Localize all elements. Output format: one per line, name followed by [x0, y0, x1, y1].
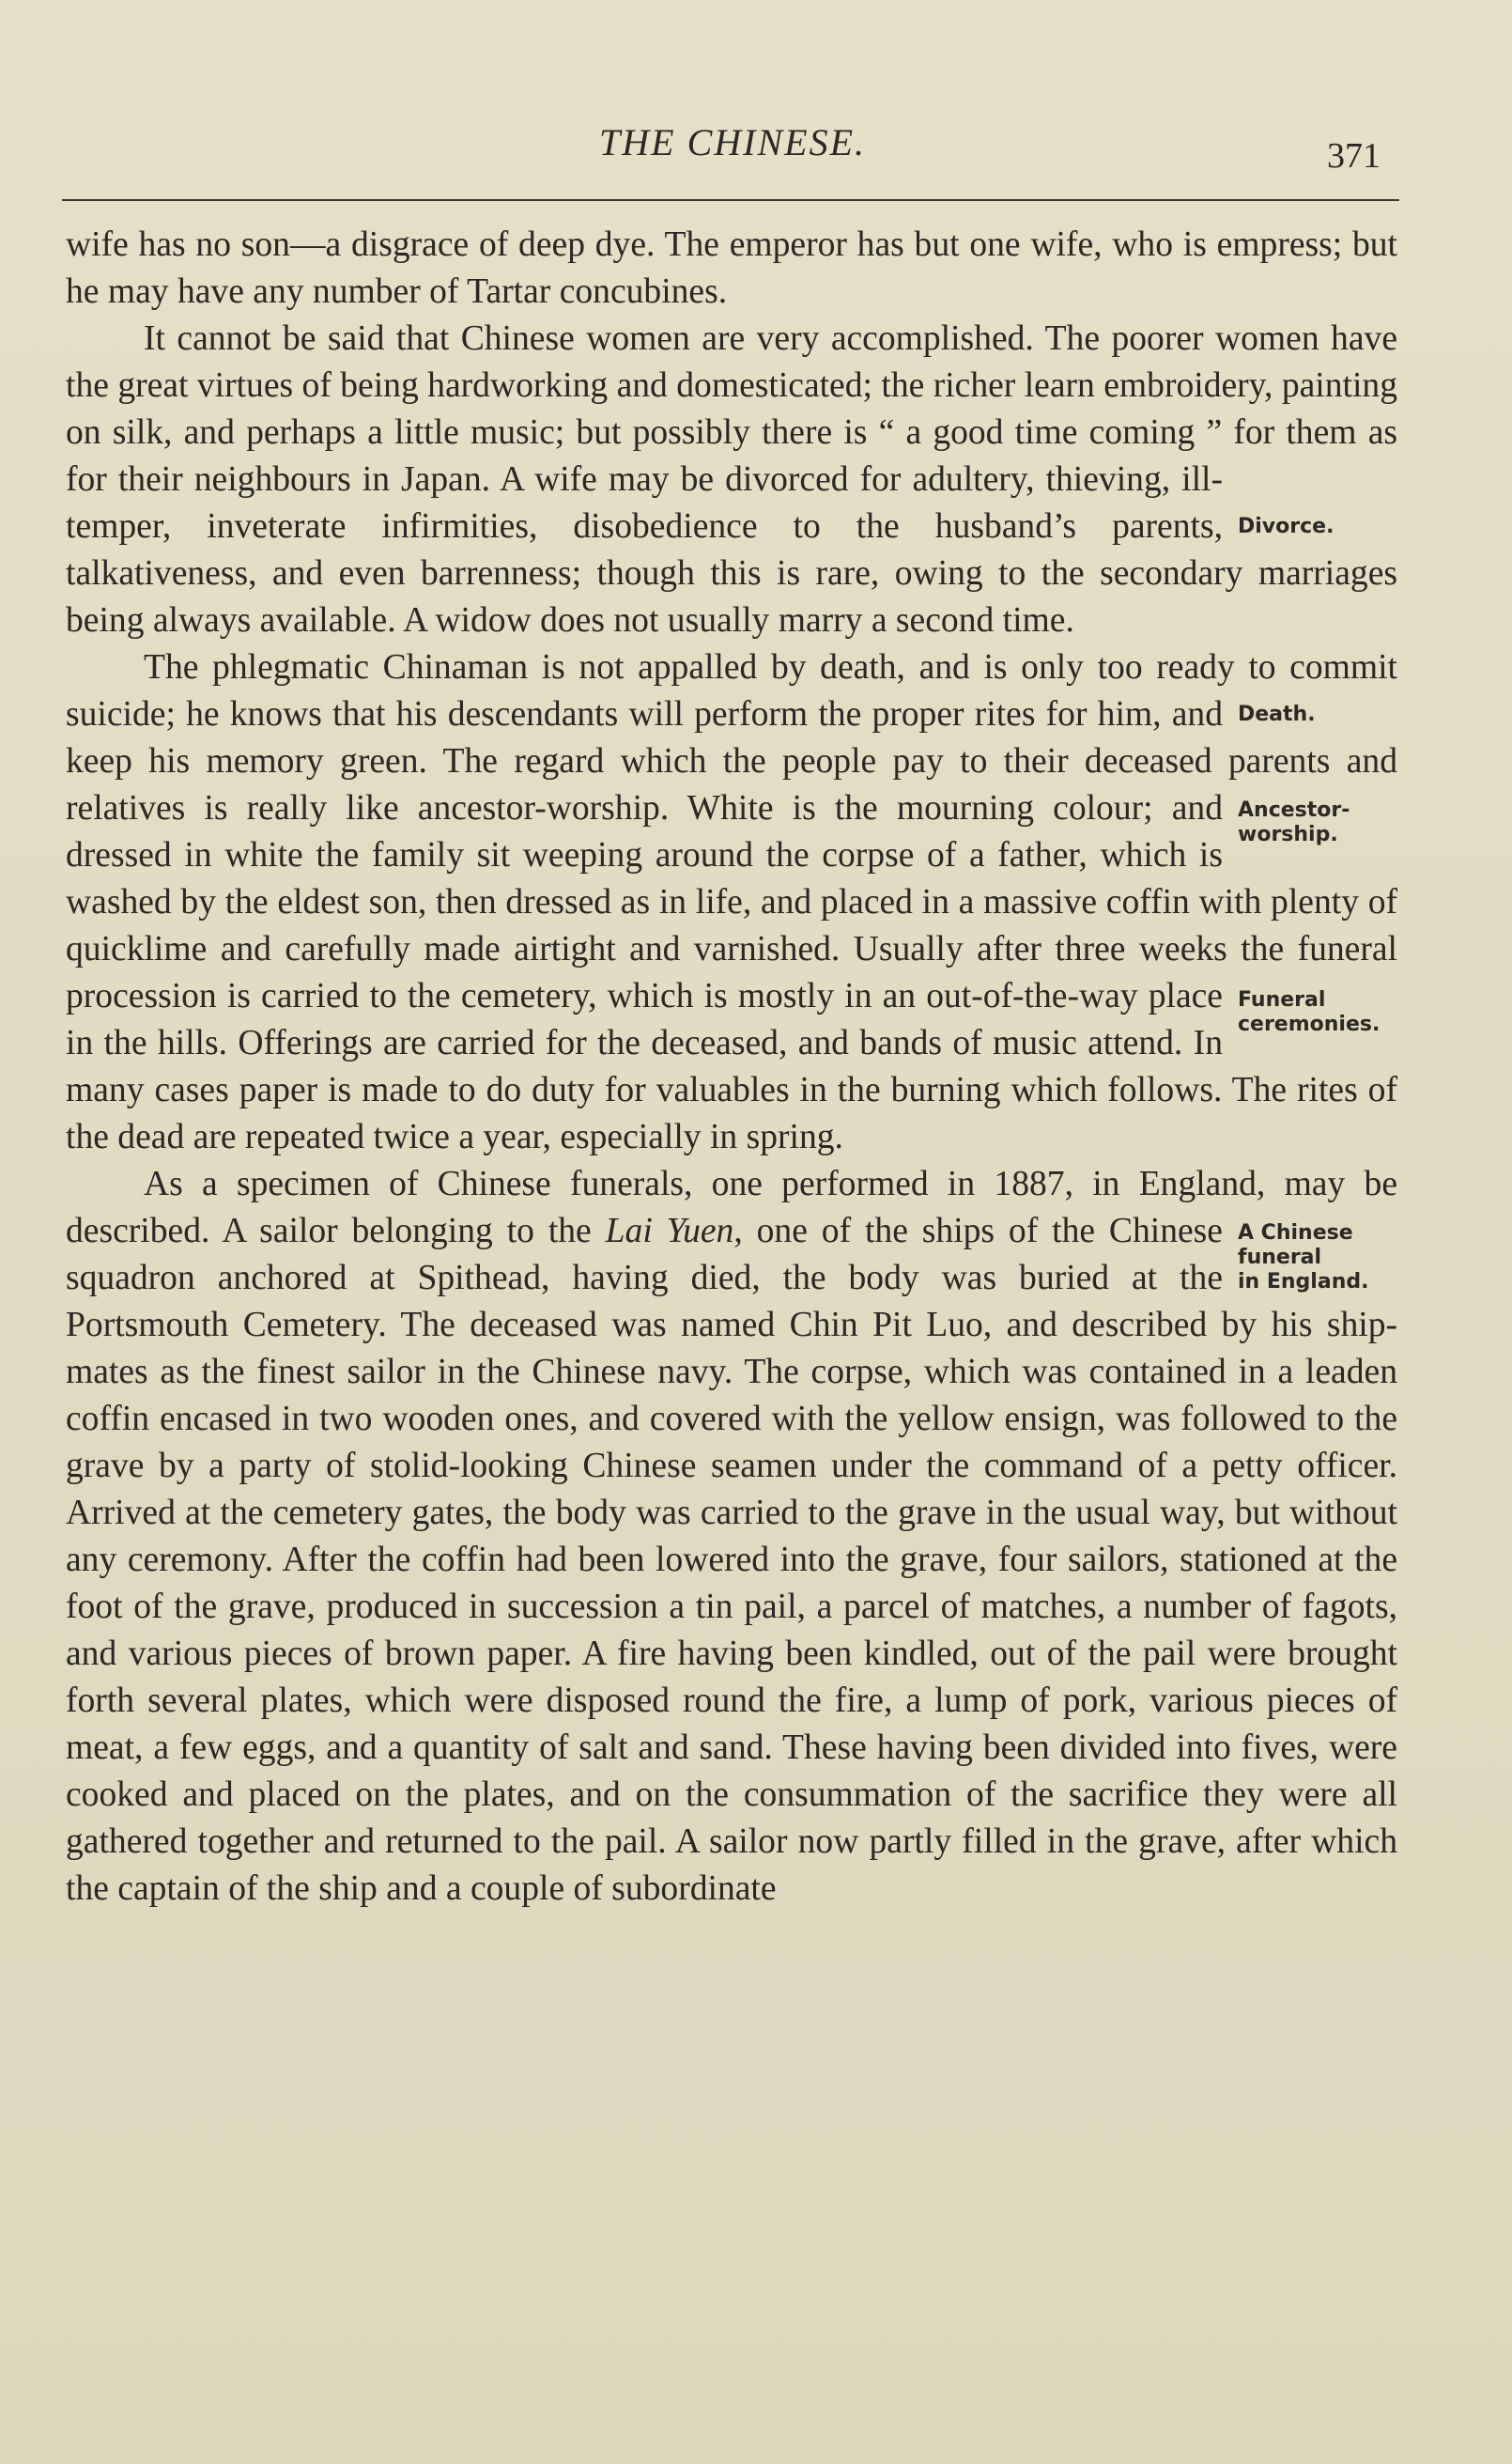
page-header [66, 120, 1399, 177]
paragraph-3 [66, 644, 1397, 1161]
paragraph-text: , one of the [733, 1212, 908, 1250]
sidenote-text: worship. [1238, 823, 1338, 846]
paragraph-text: As a specimen of Chinese funerals, one performed in 1887, in England, may be described. A sailor belonging to the [66, 1165, 1397, 1250]
paragraph-text: relatives is really like ancestor-worship. White is the mourning colour; [66, 789, 1153, 828]
sidenote-text: in England. [1238, 1270, 1369, 1294]
running-title: THE CHINESE. [599, 121, 866, 163]
paragraph-text: in life, and placed in a massive coffin with plenty of quicklime and carefully made airtight and varnished. Usually after three weeks the [66, 883, 1397, 969]
sidenote-text: A Chinese [1238, 1221, 1353, 1245]
paragraph-text: mates as the finest sailor in the Chinese navy. The corpse, which was contained in a leaden coffin encased in two wooden ones, and covered with the yellow ensign, was followed to the grave by a party of stolid-looking Chinese seamen under the command of a petty officer. Arrived at the cemetery gates, the body was carried to the grave in the usual way, but without any ceremony. After the coffin had been lowered into the grave, four sailors, stationed at the foot of the grave, produced in succession a tin pail, a parcel of matches, a number of fagots, and various pieces of brown paper. A fire having been kindled, out of the pail were brought forth several plates, which were disposed round the fire, a lump of pork, various pieces of meat, a few eggs, and a quantity of salt and sand. These having been divided into fives, were cooked and placed on the plates, and on the consummation of the sacrifice they were all gathered together and returned to the pail. A sailor now partly filled in the grave, after which the captain of the ship and a couple of subordinate [66, 1353, 1397, 1908]
paragraph-text: wife has no son—a disgrace of deep dye. The emperor has but one wife, who is empress; but he may have any number of Tartar concubines. [66, 225, 1397, 311]
sidenote-death [1238, 703, 1397, 727]
page-number: 371 [1327, 136, 1381, 176]
paragraph-text: neighbours in Japan. A wife may be divorced for adultery, thieving, ill-temper, inveterate infirmities, disobedience to the husband’s parents, talkativeness, and even barrenness; though this is rare, owing to the secondary marriages being always available. A widow does not usually marry a second time. [66, 460, 1397, 640]
paragraph-text: and dressed in white the family sit weeping around the corpse of a father, which is washed by the eldest son, then dressed as [66, 789, 1223, 922]
paragraph-text: The phlegmatic Chinaman is not appalled by death, and is only too ready to commit suicide; he knows that his descendants will perform [66, 648, 1397, 734]
paragraph-2 [66, 316, 1397, 644]
sidenote-text: funeral [1238, 1246, 1322, 1269]
paragraph-1 [66, 222, 1397, 316]
paragraph-text: It cannot be said that Chinese women are very accomplished. The poorer women have the great virtues of being hardworking and domesticated; the richer learn embroidery, painting on silk, and perhaps a little music; but possibly there is “ a good time coming ” for them as for their [66, 319, 1397, 499]
sidenote-chinese-funeral-england [1238, 1221, 1397, 1294]
ship-name: Lai Yuen [605, 1212, 734, 1250]
sidenote-funeral-ceremonies [1238, 988, 1397, 1037]
sidenote-text: Ancestor- [1238, 798, 1350, 822]
sidenote-ancestor-worship [1238, 798, 1397, 847]
paragraph-4 [66, 1161, 1397, 1913]
paragraph-text: the proper rites for him, and keep his memory green. The regard which the people pay to their deceased parents and [66, 695, 1397, 781]
paragraph-text: for the deceased, and bands of music attend. In many cases paper is made to do duty for valuables in the burning which follows. The rites of the dead are repeated twice a year, especially in spring. [66, 1024, 1397, 1156]
body-text [66, 222, 1397, 1913]
sidenote-divorce [1238, 515, 1397, 539]
sidenote-text: Funeral [1238, 988, 1326, 1012]
header-rule [62, 199, 1399, 201]
paragraph-text: ships of the Chinese squadron anchored at Spithead, having died, the body was buried at the Portsmouth Cemetery. The deceased was named Chin Pit Luo, and described by his ship- [66, 1212, 1397, 1344]
sidenote-text: Death. [1238, 703, 1316, 726]
sidenote-text: Divorce. [1238, 515, 1335, 538]
sidenote-text: ceremonies. [1238, 1013, 1381, 1036]
paragraph-text: funeral procession is carried to the cemetery, which is mostly in an out-of-the-way place in the hills. Offerings are carried [66, 930, 1397, 1062]
